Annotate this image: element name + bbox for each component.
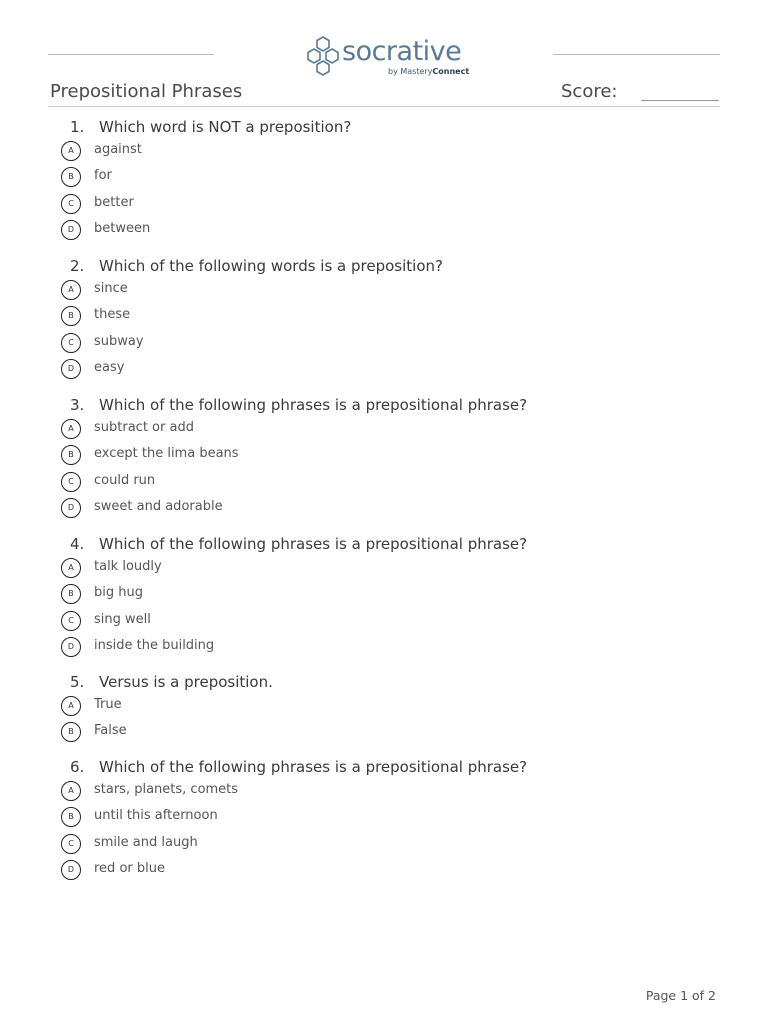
- header-rule-left: [48, 54, 214, 55]
- question-text: Which of the following phrases is a prepositional phrase?: [99, 758, 528, 776]
- question-2: [70, 257, 443, 275]
- answer-text: False: [94, 723, 127, 739]
- answer-text: talk loudly: [94, 559, 162, 574]
- question-6: [70, 758, 527, 776]
- question-number: 3.: [70, 396, 85, 414]
- answer-bubble[interactable]: D: [61, 220, 81, 240]
- question-text: Which word is NOT a preposition?: [99, 118, 352, 136]
- answer-bubble[interactable]: B: [61, 722, 81, 742]
- answer-bubble[interactable]: B: [61, 306, 81, 326]
- answer-bubble[interactable]: A: [61, 280, 81, 300]
- answer-text: except the lima beans: [94, 446, 239, 462]
- answer-text: these: [94, 307, 131, 323]
- answer-text: True: [94, 697, 122, 712]
- question-number: 6.: [70, 758, 85, 776]
- answer-bubble[interactable]: B: [61, 445, 81, 465]
- answer-bubble[interactable]: C: [61, 194, 81, 214]
- score-label: Score:: [561, 81, 618, 102]
- quiz-title: Prepositional Phrases: [50, 81, 243, 102]
- answer-text: could run: [94, 472, 156, 488]
- question-5: [70, 673, 273, 691]
- page-number: Page 1 of 2: [645, 988, 716, 1003]
- answer-text: red or blue: [94, 861, 165, 877]
- question-text: Which of the following phrases is a prepositional phrase?: [99, 396, 528, 414]
- answer-text: easy: [94, 360, 125, 376]
- answer-bubble[interactable]: C: [61, 333, 81, 353]
- hexagon-cluster-icon: [306, 36, 342, 76]
- question-text: Versus is a preposition.: [99, 673, 273, 691]
- answer-text: better: [94, 194, 134, 210]
- brand-byline: by MasteryConnect: [388, 67, 470, 76]
- answer-text: subway: [94, 333, 144, 349]
- answer-bubble[interactable]: D: [61, 637, 81, 657]
- question-4: [70, 535, 527, 553]
- answer-bubble[interactable]: A: [61, 558, 81, 578]
- answer-bubble[interactable]: A: [61, 141, 81, 161]
- answer-bubble[interactable]: A: [61, 781, 81, 801]
- answer-bubble[interactable]: D: [61, 498, 81, 518]
- answer-text: big hug: [94, 585, 143, 601]
- answer-text: stars, planets, comets: [94, 782, 239, 797]
- answer-bubble[interactable]: B: [61, 807, 81, 827]
- question-number: 4.: [70, 535, 85, 553]
- answer-text: subtract or add: [94, 420, 194, 435]
- answer-bubble[interactable]: C: [61, 472, 81, 492]
- question-3: [70, 396, 527, 414]
- answer-text: between: [94, 221, 151, 237]
- question-number: 2.: [70, 257, 85, 275]
- answer-text: until this afternoon: [94, 808, 218, 824]
- answer-text: smile and laugh: [94, 834, 198, 850]
- answer-text: against: [94, 142, 142, 157]
- question-number: 5.: [70, 673, 85, 691]
- score-blank-line: [641, 100, 719, 101]
- question-text: Which of the following words is a preposition?: [99, 257, 443, 275]
- question-1: [70, 118, 351, 136]
- answer-text: for: [94, 168, 112, 184]
- answer-bubble[interactable]: A: [61, 696, 81, 716]
- header-rule-right: [553, 54, 720, 55]
- question-text: Which of the following phrases is a prepositional phrase?: [99, 535, 528, 553]
- answer-text: sweet and adorable: [94, 499, 223, 515]
- answer-bubble[interactable]: B: [61, 584, 81, 604]
- answer-bubble[interactable]: D: [61, 860, 81, 880]
- answer-bubble[interactable]: D: [61, 359, 81, 379]
- answer-text: inside the building: [94, 638, 215, 654]
- answer-bubble[interactable]: A: [61, 419, 81, 439]
- answer-bubble[interactable]: B: [61, 167, 81, 187]
- brand-wordmark: socrative: [342, 36, 462, 67]
- answer-bubble[interactable]: C: [61, 611, 81, 631]
- answer-bubble[interactable]: C: [61, 834, 81, 854]
- title-divider: [48, 106, 720, 107]
- question-number: 1.: [70, 118, 85, 136]
- answer-text: sing well: [94, 611, 151, 627]
- socrative-logo: [306, 36, 470, 76]
- answer-text: since: [94, 281, 128, 296]
